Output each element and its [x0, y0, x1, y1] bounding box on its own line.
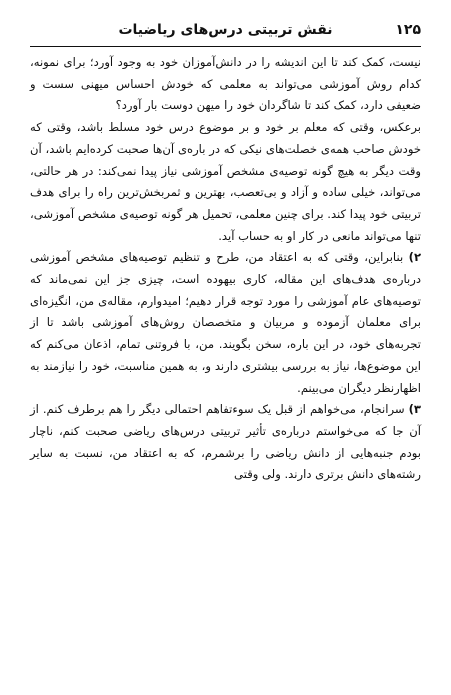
paragraph-4: [30, 399, 421, 486]
running-title: نقش تربیتی درس‌های ریاضیات: [118, 22, 333, 38]
paragraph-3: [30, 247, 421, 399]
paragraph-4-number: ۳): [408, 402, 421, 417]
paragraph-1-text: نیست، کمک کند تا این اندیشه را در دانش‌آموزان خود به وجود آورد؛ برای نمونه، کدام روش آموزشی می‌تواند به معلمی که خودش احساس میهنی سست و ضعیفی دارد، کمک کند تا شاگردان خود را میهن دوست بار آورد؟: [30, 55, 421, 113]
paragraph-4-text: سرانجام، می‌خواهم از قبل یک سوء‌تفاهم احتمالی دیگر را هم برطرف کنم. از آن جا که می‌خواستم درباره‌ی تأثیر تربیتی درس‌های ریاضی صحبت کنم، ناچار بودم جنبه‌هایی از دانش ریاضی را برشمرم، که به اعتقاد من، نسبت به سایر رشته‌های دانش برتری دارند. ولی وقتی: [30, 402, 421, 482]
paragraph-3-number: ۲): [408, 250, 422, 265]
header-rule: [30, 46, 421, 47]
paragraph-2: [30, 117, 421, 247]
body-text: [30, 52, 421, 486]
paragraph-1: [30, 52, 421, 117]
page-number: ۱۲۵: [395, 22, 421, 38]
paragraph-3-text: بنابراین، وقتی که به اعتقاد من، طرح و تنظیم توصیه‌های مشخص آموزشی درباره‌ی هدف‌های این مقاله، کاری بیهوده است، چیزی جز این نمی‌ماند که توصیه‌های عام آموزشی را مورد توجه قرار دهیم؛ امیدوارم، مقاله‌ی من، انگیزه‌ای برای معلمان آزموده و مربیان و متخصصان روش‌های آموزشی باشد تا از تجربه‌های خود، در این باره، سخن بگویند. من، با فروتنی تمام، اذعان می‌کنم که این موضوع‌ها، نیاز به بررسی بیشتری دارند و، به همین مناسبت، خود را نیازمند به اظهارنظر دیگران می‌بینم.: [30, 250, 421, 395]
running-header: [30, 18, 421, 42]
paragraph-2-text: برعکس، وقتی که معلم بر خود و بر موضوع درس خود مسلط باشد، وقتی که خودش صاحب همه‌ی خصلت‌های نیکی که در باره‌ی آن‌ها صحبت کرده‌ایم باشد، آن وقت دیگر به هیچ گونه توصیه‌ی مشخص آموزشی نیاز پیدا نمی‌کند: در هر حالتی، می‌تواند، خیلی ساده و آزاد و بی‌تعصب، بهترین و ثمربخش‌ترین راه را برای هدف تربیتی خود پیدا کند. برای چنین معلمی، تحمیل هر گونه توصیه‌ی مشخص آموزشی، تنها می‌تواند مانعی در کار او به حساب آید.: [30, 120, 421, 243]
